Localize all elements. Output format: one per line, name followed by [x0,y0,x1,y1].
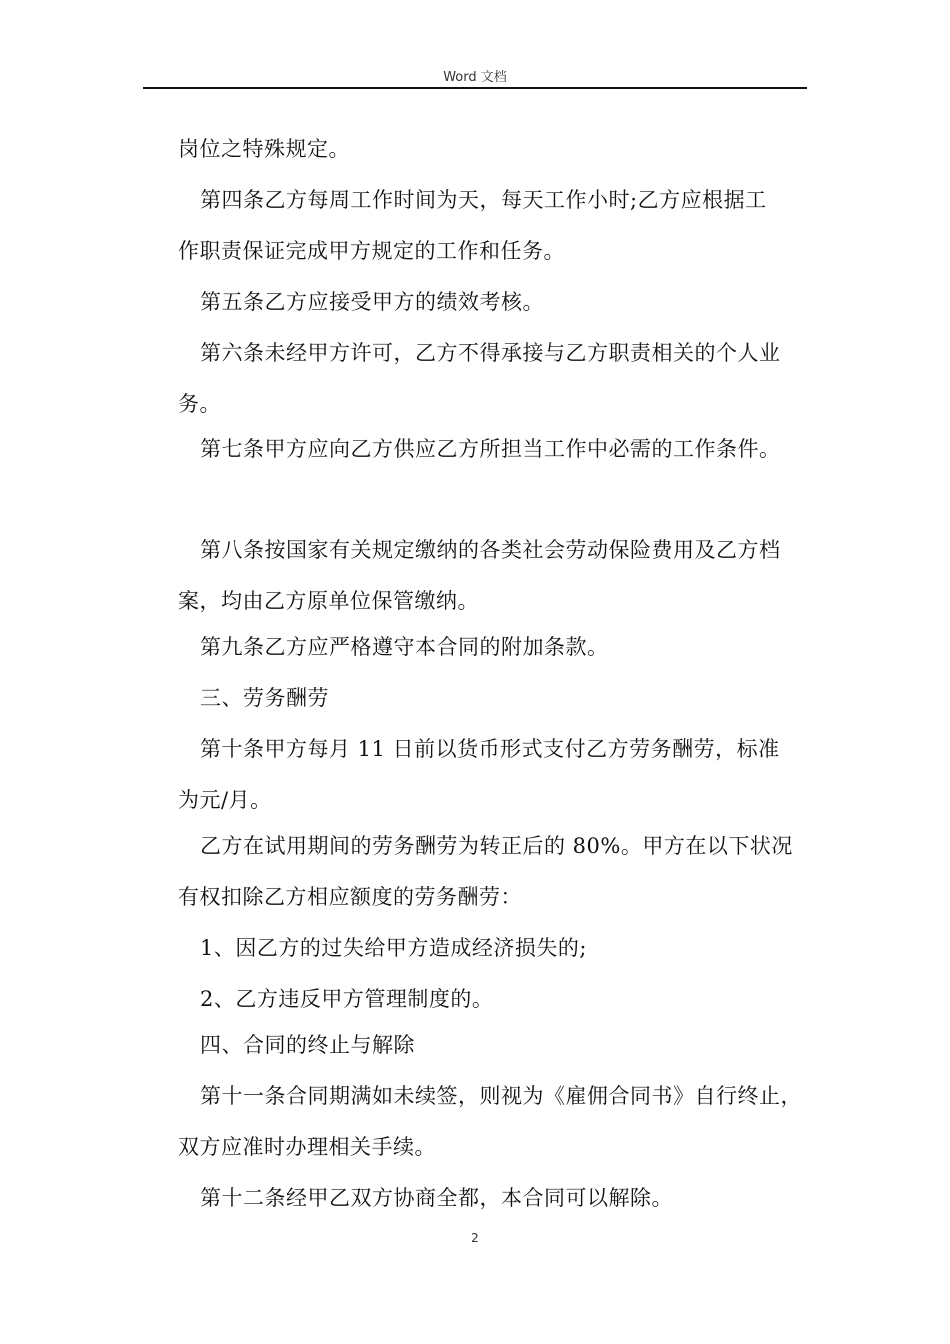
text-line: 第十条甲方每月 11 日前以货币形式支付乙方劳务酬劳，标准 [200,737,780,761]
text-line: 乙方在试用期间的劳务酬劳为转正后的 80%。甲方在以下状况 [200,834,793,858]
text-line: 有权扣除乙方相应额度的劳务酬劳： [178,885,522,909]
text-line: 第四条乙方每周工作时间为天，每天工作小时;乙方应根据工 [200,188,767,212]
text-line: 第八条按国家有关规定缴纳的各类社会劳动保险费用及乙方档 [200,538,781,562]
section-heading: 四、合同的终止与解除 [200,1033,415,1057]
text-line: 第十二条经甲乙双方协商全都，本合同可以解除。 [200,1186,673,1210]
list-item: 1、因乙方的过失给甲方造成经济损失的; [200,936,587,960]
text-line: 第五条乙方应接受甲方的绩效考核。 [200,290,544,314]
text-line: 务。 [178,392,221,416]
text-line: 第十一条合同期满如未续签，则视为《雇佣合同书》自行终止， [200,1084,802,1108]
text-line: 第九条乙方应严格遵守本合同的附加条款。 [200,635,609,659]
section-heading: 三、劳务酬劳 [200,686,329,710]
page-number: 2 [471,1231,479,1245]
header-divider [143,87,807,89]
text-line: 作职责保证完成甲方规定的工作和任务。 [178,239,565,263]
page-header: Word 文档 [443,70,507,85]
text-line: 岗位之特殊规定。 [178,137,350,161]
text-line: 案，均由乙方原单位保管缴纳。 [178,589,479,613]
text-line: 第六条未经甲方许可，乙方不得承接与乙方职责相关的个人业 [200,341,781,365]
list-item: 2、乙方违反甲方管理制度的。 [200,987,494,1011]
text-line: 双方应准时办理相关手续。 [178,1135,436,1159]
text-line: 为元/月。 [178,788,272,812]
text-line: 第七条甲方应向乙方供应乙方所担当工作中必需的工作条件。 [200,437,781,461]
